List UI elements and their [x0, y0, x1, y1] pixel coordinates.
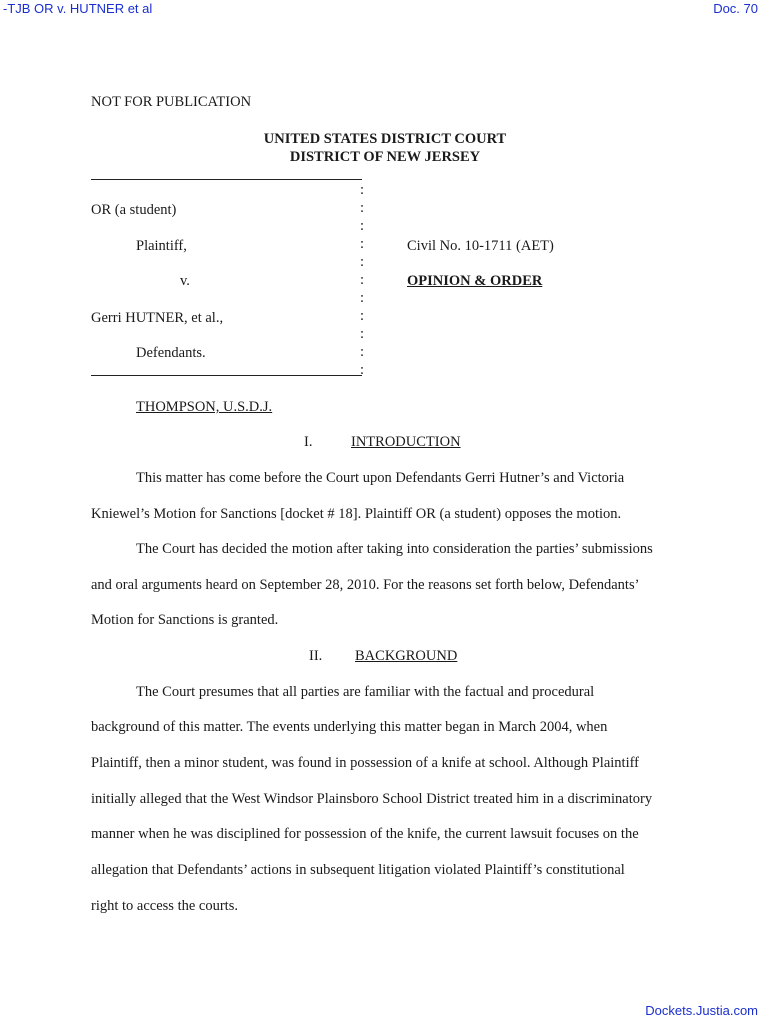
defendant-role: Defendants.	[136, 345, 206, 361]
paragraph-line: allegation that Defendants’ actions in subsequent litigation violated Plaintiff’s constitutional	[91, 862, 625, 878]
not-for-publication: NOT FOR PUBLICATION	[91, 94, 252, 110]
judge-name: THOMPSON, U.S.D.J.	[136, 399, 273, 415]
court-district: DISTRICT OF NEW JERSEY	[289, 149, 481, 165]
paragraph-line: The Court has decided the motion after taking into consideration the parties’ submissions	[136, 541, 653, 557]
paragraph-line: background of this matter. The events underlying this matter began in March 2004, when	[91, 719, 608, 735]
justia-footer-link[interactable]: Dockets.Justia.com	[645, 1003, 758, 1018]
opinion-order-title: OPINION & ORDER	[407, 273, 543, 289]
paragraph-line: Motion for Sanctions is granted.	[91, 612, 279, 628]
paragraph-line: and oral arguments heard on September 28, 2010. For the reasons set forth below, Defendants’	[91, 577, 640, 593]
defendant-name: Gerri HUTNER, et al.,	[91, 310, 224, 326]
section-numeral-2: II.	[309, 648, 323, 664]
paragraph-line: This matter has come before the Court upon Defendants Gerri Hutner’s and Victoria	[136, 470, 625, 486]
plaintiff-role: Plaintiff,	[136, 238, 187, 254]
civil-case-number: Civil No. 10-1711 (AET)	[407, 238, 554, 254]
section-heading-introduction: INTRODUCTION	[351, 434, 461, 450]
caption-top-rule	[91, 179, 362, 180]
paragraph-line: Plaintiff, then a minor student, was found in possession of a knife at school. Although Plaintiff	[91, 755, 639, 771]
caption-colon-column: : : : : : : : : : : :	[360, 182, 365, 378]
doc-number-link[interactable]: Doc. 70	[713, 1, 758, 16]
paragraph-line: Kniewel’s Motion for Sanctions [docket # 18]. Plaintiff OR (a student) opposes the motion.	[91, 506, 622, 522]
section-numeral-1: I.	[304, 434, 313, 450]
docket-title-link[interactable]: -TJB OR v. HUTNER et al	[3, 1, 153, 16]
section-heading-background: BACKGROUND	[355, 648, 458, 664]
paragraph-line: manner when he was disciplined for possession of the knife, the current lawsuit focuses on the	[91, 826, 639, 842]
caption-bottom-rule	[91, 375, 362, 376]
plaintiff-name: OR (a student)	[91, 202, 177, 218]
versus: v.	[180, 273, 190, 289]
paragraph-line: right to access the courts.	[91, 898, 238, 914]
court-name: UNITED STATES DISTRICT COURT	[263, 131, 507, 147]
paragraph-line: The Court presumes that all parties are familiar with the factual and procedural	[136, 684, 595, 700]
paragraph-line: initially alleged that the West Windsor Plainsboro School District treated him in a discriminatory	[91, 791, 653, 807]
